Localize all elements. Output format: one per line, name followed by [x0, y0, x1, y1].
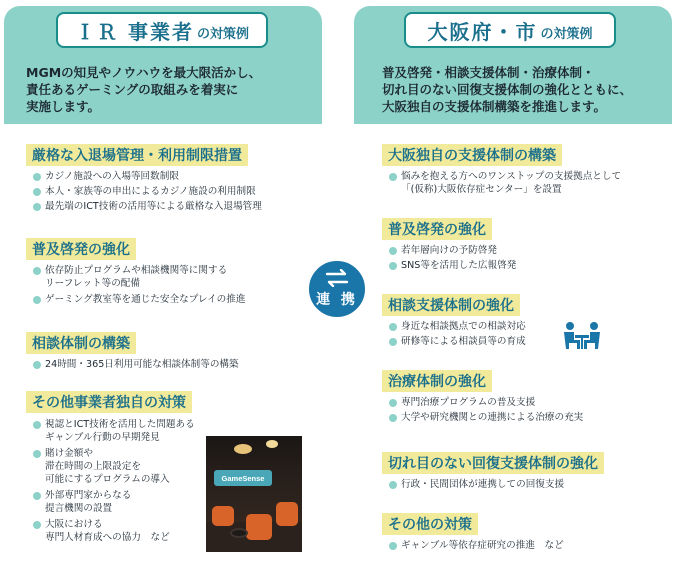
osaka-title-suffix: の対策例 [540, 26, 593, 42]
osaka-section-heading: 普及啓発の強化 [382, 218, 492, 240]
cooperation-label: 連 携 [316, 292, 358, 308]
ir-bullet: 依存防止プログラムや相談機関等に関する [32, 264, 227, 277]
ir-bullet-continuation: リーフレット等の配備 [45, 278, 140, 289]
osaka-section-heading: 治療体制の強化 [382, 370, 492, 392]
ir-title-main: ＩＲ 事業者 [75, 19, 194, 44]
ir-title-suffix: の対策例 [196, 26, 249, 42]
ir-bullet: 最先端のICT技術の活用等による厳格な入退場管理 [32, 200, 262, 213]
osaka-section-heading: 切れ目のない回復支援体制の強化 [382, 452, 604, 474]
osaka-bullet-continuation: 「(仮称)大阪依存症センター」を設置 [401, 184, 562, 195]
ceiling-lamp [234, 444, 252, 454]
ir-bullet: 外部専門家からなる [32, 489, 131, 502]
ir-bullet-continuation: 可能にするプログラムの導入 [45, 474, 170, 485]
osaka-bullet: 悩みを抱える方へのワンストップの支援拠点として [388, 170, 621, 183]
osaka-intro-line: 大阪独自の支援体制構築を推進します。 [382, 99, 607, 114]
gamesense-lounge-photo [206, 436, 302, 552]
osaka-intro-line: 普及啓発・相談支援体制・治療体制・ [382, 65, 595, 80]
osaka-intro-line: 切れ目のない回復支援体制の強化とともに、 [382, 82, 633, 97]
ir-bullet: 賭け金額や [32, 447, 93, 460]
osaka-bullet: 若年層向けの予防啓発 [388, 244, 497, 257]
osaka-bullet: 研修等による相談員等の育成 [388, 335, 526, 348]
ir-section-heading: その他事業者独自の対策 [26, 391, 192, 413]
ir-section-heading: 厳格な入退場管理・利用制限措置 [26, 144, 248, 166]
ir-bullet: 大阪における [32, 518, 103, 531]
ir-bullet: 24時間・365日利用可能な相談体制等の構築 [32, 358, 239, 371]
lounge-chair [246, 514, 272, 540]
ir-intro-line: 責任あるゲーミングの取組みを着実に [26, 82, 239, 97]
osaka-section-heading: 相談支援体制の強化 [382, 294, 520, 316]
lounge-chair [276, 502, 298, 526]
osaka-section-heading: 大阪独自の支援体制の構築 [382, 144, 562, 166]
ir-intro-line: MGMの知見やノウハウを最大限活かし、 [26, 65, 262, 80]
ir-operator-panel [4, 6, 322, 572]
ir-bullet: カジノ施設への入場等回数制限 [32, 170, 179, 183]
ir-bullet-continuation: ギャンブル行動の早期発見 [45, 432, 160, 443]
gamesense-sign: GameSense [214, 470, 272, 486]
ir-section-heading: 普及啓発の強化 [26, 238, 136, 260]
osaka-bullet: 行政・民間団体が連携しての回復支援 [388, 478, 564, 491]
osaka-bullet: SNS等を活用した広報啓発 [388, 259, 516, 272]
exchange-arrows-icon [323, 269, 351, 287]
osaka-title-main: 大阪府・市 [427, 19, 538, 44]
ir-bullet-continuation: 提言機関の設置 [45, 503, 113, 514]
ir-title [56, 12, 268, 48]
osaka-title [404, 12, 616, 48]
ir-bullet: 本人・家族等の申出によるカジノ施設の利用制限 [32, 185, 256, 198]
osaka-bullet: ギャンブル等依存症研究の推進 など [388, 539, 564, 552]
cooperation-badge [306, 258, 368, 320]
osaka-intro [382, 64, 632, 115]
osaka-bullet: 専門治療プログラムの普及支援 [388, 396, 535, 409]
consultation-people-icon [560, 320, 604, 350]
ir-intro [26, 64, 261, 115]
ir-bullet: 視認とICT技術を活用した問題ある [32, 418, 195, 431]
ir-bullet-continuation: 専門人材育成への協力 など [45, 532, 170, 543]
ir-intro-line: 実施します。 [26, 99, 101, 114]
osaka-bullet: 身近な相談拠点での相談対応 [388, 320, 526, 333]
osaka-bullet: 大学や研究機関との連携による治療の充実 [388, 411, 583, 424]
lounge-table [230, 528, 248, 538]
lounge-chair [212, 506, 234, 526]
ceiling-lamp [266, 440, 278, 448]
ir-section-heading: 相談体制の構築 [26, 332, 136, 354]
ir-bullet: ゲーミング教室等を通じた安全なプレイの推進 [32, 293, 245, 306]
osaka-panel [354, 6, 672, 572]
ir-bullet-continuation: 滞在時間の上限設定を [45, 461, 141, 472]
osaka-section-heading: その他の対策 [382, 513, 478, 535]
